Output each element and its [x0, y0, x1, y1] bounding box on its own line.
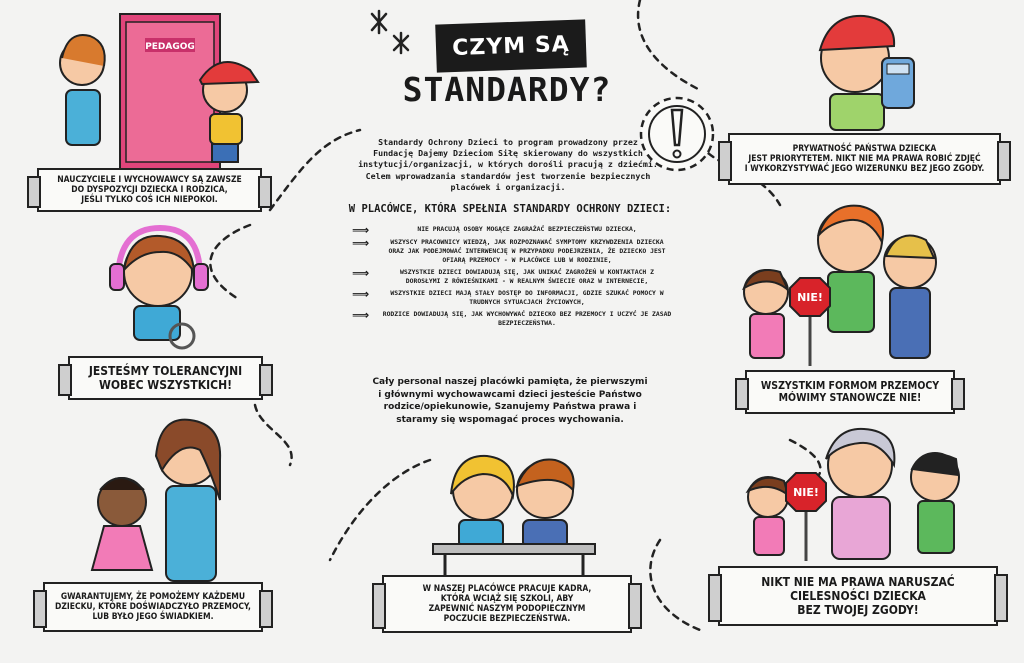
rules-list: [352, 225, 672, 331]
arrow-icon: ⟹: [352, 307, 370, 322]
rule-item: ⟹ WSZYSTKIE DZIECI DOWIADUJĄ SIĘ, JAK UNIKAĆ ZAGROŻEŃ W KONTAKTACH Z DOROSŁYMI Z RÓWIEŚNIKAMI - W REALNYM ŚWIECIE ORAZ W INTERNECIE,: [352, 265, 654, 285]
rule-item: ⟹ WSZYSCY PRACOWNICY WIEDZĄ, JAK ROZPOZNAWAĆ SYMPTOMY KRZYWDZENIA DZIECKA ORAZ JAK PODEJMOWAĆ INTERWENCJĘ W PRZYPADKU PODEJRZENIA, ŻE DZIECKO JEST OFIARĄ PRZEMOCY - W PLACÓWCE LUB W RODZINIE,: [352, 236, 666, 264]
banner-violence: WSZYSTKIM FORMOM PRZEMOCY MÓWIMY STANOWCZE NIE!: [745, 370, 955, 414]
rule-item: ⟹ WSZYSTKIE DZIECI MAJĄ STAŁY DOSTĘP DO INFORMACJI, GDZIE SZUKAĆ POMOCY W TRUDNYCH SYTUACJACH ŻYCIOWYCH,: [352, 286, 664, 306]
boy-phone-illustration: [800, 8, 930, 133]
closing-text: Cały personal naszej placówki pamięta, że pierwszymi i głównymi wychowawcami dzieci jesteście Państwo rodzice/opiekunowie, Szanujemy Państwa prawa i staramy się wspomagać proces wychowania.: [372, 377, 648, 425]
arrow-icon: ⟹: [352, 236, 370, 250]
girl-headphones-illustration: [100, 220, 220, 350]
banner-body: NIKT NIE MA PRAWA NARUSZAĆ CIELESNOŚCI DZIECKA BEZ TWOJEJ ZGODY!: [718, 566, 998, 626]
arrow-icon: ⟹: [352, 286, 370, 301]
arrow-icon: ⟹: [352, 223, 370, 237]
arrow-icon: ⟹: [352, 265, 370, 280]
rule-item: ⟹ RODZICE DOWIADUJĄ SIĘ, JAK WYCHOWYWAĆ DZIECKO BEZ PRZEMOCY I UCZYĆ JE ZASAD BEZPIECZEŃSTWA.: [352, 307, 672, 327]
stop-sign-text: NIE!: [797, 291, 823, 304]
stop-sign-text: NIE!: [793, 486, 819, 499]
banner-teachers: NAUCZYCIELE I WYCHOWAWCY SĄ ZAWSZE DO DYSPOZYCJI DZIECKA I RODZICA, JEŚLI TYLKO COŚ ICH NIEPOKOI.: [37, 168, 262, 212]
intro-text: Standardy Ochrony Dzieci to program prowadzony przez Fundację Dajemy Dzieciom Siłę skierowany do wszystkich instytucji/organizacji, w których dorośli pracują z dziećmi. Celem wprowadzania standardów jest tworzenie bezpiecznych placówek i organizacji.: [358, 137, 658, 192]
banner-help: GWARANTUJEMY, ŻE POMOŻEMY KAŻDEMU DZIECKU, KTÓRE DOŚWIADCZYŁO PRZEMOCY, LUB BYŁO JEGO ŚWIADKIEM.: [43, 582, 263, 632]
page-title: STANDARDY?: [402, 70, 612, 109]
title-badge: CZYM SĄ: [435, 19, 587, 72]
door-sign: PEDAGOG: [145, 42, 195, 52]
bullying-illustration: [730, 200, 940, 368]
banner-privacy: PRYWATNOŚĆ PAŃSTWA DZIECKA JEST PRIORYTETEM. NIKT NIE MA PRAWA ROBIĆ ZDJĘĆ I WYKORZYSTYWAĆ JEGO WIZERUNKU BEZ JEGO ZGODY.: [728, 133, 1001, 185]
rules-heading: W PLACÓWCE, KTÓRA SPEŁNIA STANDARDY OCHRONY DZIECI:: [348, 203, 672, 215]
kids-desk-illustration: [425, 450, 600, 578]
grandma-illustration: [740, 425, 970, 565]
star-doodle-icon: [372, 11, 408, 53]
teacher-door-illustration: [50, 8, 280, 173]
banner-staff: W NASZEJ PLACÓWCE PRACUJE KADRA, KTÓRA WCIĄŻ SIĘ SZKOLI, ABY ZAPEWNIĆ NASZYM PODOPIECZNYM POCZUCIE BEZPIECZEŃSTWA.: [382, 575, 632, 633]
mother-child-illustration: [70, 410, 250, 585]
banner-tolerance: JESTEŚMY TOLERANCYJNI WOBEC WSZYSTKICH!: [68, 356, 263, 400]
rule-item: ⟹ NIE PRACUJĄ OSOBY MOGĄCE ZAGRAŻAĆ BEZPIECZEŃSTWU DZIECKA,: [352, 223, 637, 237]
